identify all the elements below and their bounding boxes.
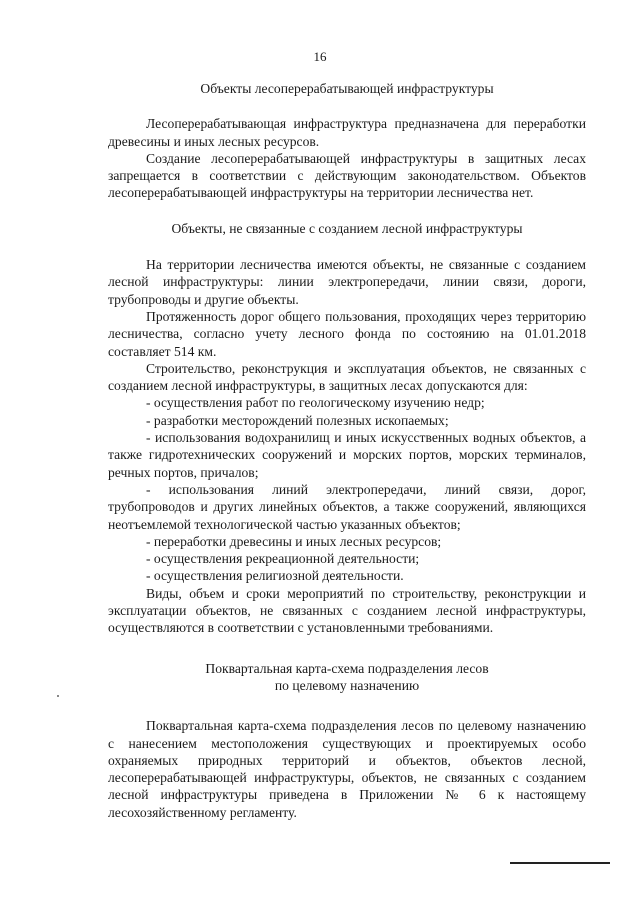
list-item: - использования водохранилищ и иных искусственных водных объектов, а также гидротехнических сооружений и морских портов, морских терминалов, речных портов, причалов; bbox=[108, 430, 586, 480]
scan-artifact-dot bbox=[57, 695, 59, 697]
paragraph: Поквартальная карта-схема подразделения лесов по целевому назначению с нанесением местоположения существующих и проектируемых особо охраняемых природных территорий и объектов, объектов лесной, лесоперерабатывающей инфраструктуры, объектов, не связанных с созданием лесной инфраструктуры приведена в Приложении № 6 к настоящему лесохозяйственному регламенту. bbox=[108, 718, 586, 820]
section-heading-line: по целевому назначению bbox=[274, 677, 420, 693]
list-item: - использования линий электропередачи, линий связи, дорог, трубопроводов и других линейных объектов, а также сооружений, являющихся неотъемлемой технологической частью указанных объектов; bbox=[108, 481, 586, 532]
paragraph: Протяженность дорог общего пользования, проходящих через территорию лесничества, согласно учету лесного фонда по состоянию на 01.01.2018 составляет 514 км. bbox=[108, 308, 586, 359]
allowed-uses-list bbox=[108, 394, 586, 584]
page-number: 16 bbox=[313, 49, 327, 64]
list-item: - осуществления религиозной деятельности. bbox=[146, 568, 404, 584]
paragraph: Строительство, реконструкция и эксплуатация объектов, не связанных с созданием лесной инфраструктуры, в защитных лесах допускаются для: bbox=[108, 360, 586, 394]
section-heading-ne-svyazannye-obekty: Объекты, не связанные с созданием лесной инфраструктуры bbox=[171, 220, 523, 236]
list-item: - разработки месторождений полезных ископаемых; bbox=[146, 412, 449, 428]
section-heading-lesopererabatyvayushchaya: Объекты лесоперерабатывающей инфраструктуры bbox=[200, 81, 494, 96]
footer-rule bbox=[510, 862, 610, 864]
list-item: - переработки древесины и иных лесных ресурсов; bbox=[146, 533, 442, 549]
page-content bbox=[108, 80, 586, 821]
section-heading-line: Поквартальная карта-схема подразделения лесов bbox=[205, 660, 489, 676]
paragraph: Лесоперерабатывающая инфраструктура предназначена для переработки древесины и иных лесных ресурсов. bbox=[108, 116, 586, 149]
paragraph: Виды, объем и сроки мероприятий по строительству, реконструкции и эксплуатации объектов, не связанных с созданием лесной инфраструктуры, осуществляются в соответствии с установленными требованиями. bbox=[108, 585, 586, 636]
list-item: - осуществления рекреационной деятельности; bbox=[146, 551, 420, 567]
paragraph: Создание лесоперерабатывающей инфраструктуры в защитных лесах запрещается в соответствии с действующим законодательством. Объектов лесоперерабатывающей инфраструктуры на территории лесничества нет. bbox=[108, 150, 586, 201]
paragraph: На территории лесничества имеются объекты, не связанные с созданием лесной инфраструктуры: линии электропередачи, линии связи, дороги, трубопроводы и другие объекты. bbox=[108, 257, 586, 307]
section-heading-karta-skhema bbox=[108, 660, 586, 695]
list-item: - осуществления работ по геологическому изучению недр; bbox=[146, 395, 485, 411]
